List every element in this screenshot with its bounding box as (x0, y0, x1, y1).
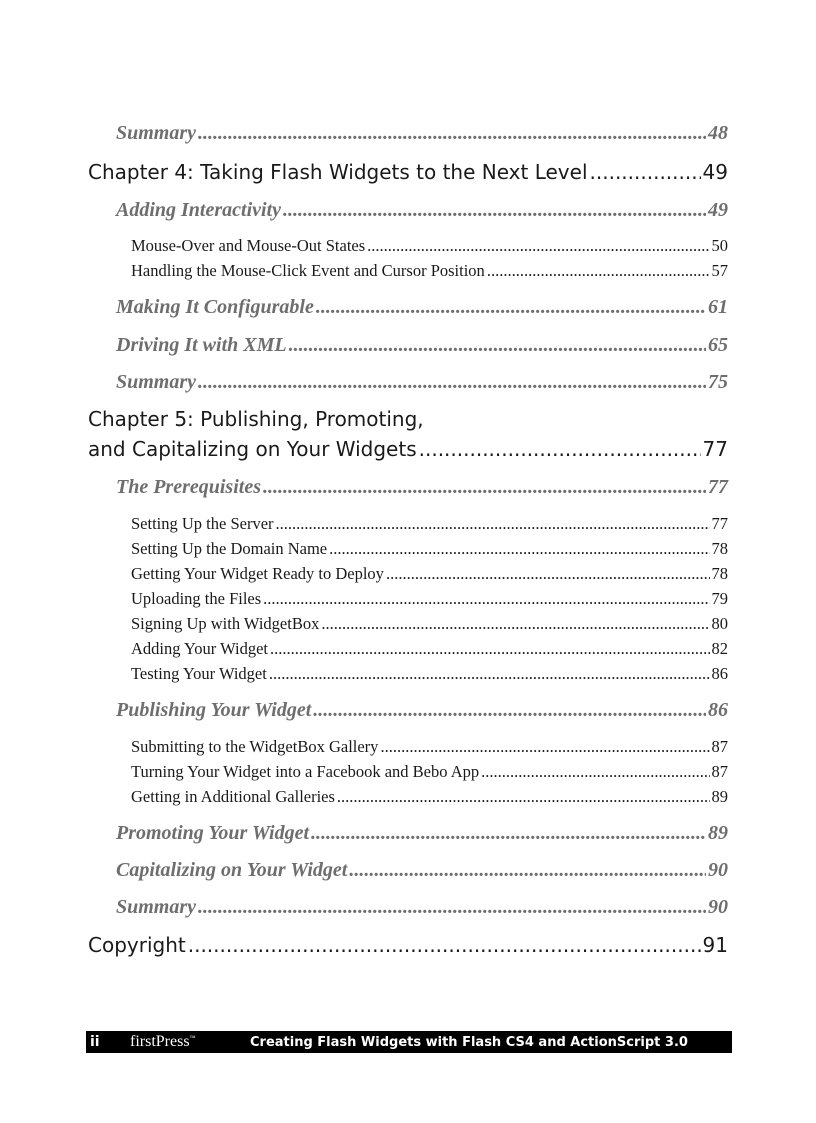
toc-entry-page: 61 (708, 296, 728, 318)
dot-leader (198, 896, 706, 919)
dot-leader (283, 199, 706, 222)
toc-entry-page: 78 (711, 564, 728, 583)
toc-entry[interactable] (131, 514, 728, 534)
toc-entry-title: Chapter 4: Taking Flash Widgets to the Next Level (88, 160, 588, 184)
dot-leader (263, 476, 706, 499)
toc-entry[interactable] (131, 236, 728, 256)
toc-entry-title: Summary (116, 896, 197, 918)
dot-leader (313, 699, 706, 722)
toc-entry-page: 77 (708, 476, 728, 498)
toc-entry[interactable] (116, 371, 728, 394)
dot-leader (386, 564, 710, 584)
toc-entry-title: Signing Up with WidgetBox (131, 614, 320, 633)
toc-entry[interactable] (88, 933, 728, 957)
toc-entry-title: Copyright (88, 933, 186, 957)
toc-entry-page: 77 (711, 514, 728, 533)
toc-entry[interactable] (88, 160, 728, 184)
toc-entry-title: Setting Up the Server (131, 514, 274, 533)
dot-leader (198, 122, 706, 145)
toc-entry-title: Capitalizing on Your Widget (116, 859, 348, 881)
toc-entry-title: Getting Your Widget Ready to Deploy (131, 564, 384, 583)
toc-entry-page: 50 (711, 236, 728, 255)
toc-entry-page: 57 (711, 261, 728, 280)
toc-entry[interactable] (131, 639, 728, 659)
dot-leader (263, 589, 709, 609)
toc-entry-title: Submitting to the WidgetBox Gallery (131, 737, 379, 756)
toc-entry[interactable] (131, 589, 728, 609)
toc-entry-title: Summary (116, 122, 197, 144)
dot-leader (276, 514, 710, 534)
toc-entry-title: Making It Configurable (116, 296, 314, 318)
toc-entry-page: 49 (708, 199, 728, 221)
toc-entry-title: Publishing Your Widget (116, 699, 312, 721)
toc-entry[interactable] (116, 822, 728, 845)
toc-entry[interactable] (116, 122, 728, 145)
toc-entry-title: Adding Your Widget (131, 639, 269, 658)
toc-entry[interactable] (116, 896, 728, 919)
page-footer (86, 1031, 732, 1053)
toc-entry[interactable] (116, 334, 728, 357)
dot-leader (481, 762, 709, 782)
dot-leader (311, 822, 706, 845)
book-title: Creating Flash Widgets with Flash CS4 and ActionScript 3.0 (250, 1034, 688, 1050)
toc-entry-title: Handling the Mouse-Click Event and Cursor Position (131, 261, 485, 280)
toc-entry-title: The Prerequisites (116, 476, 261, 498)
dot-leader (380, 737, 709, 757)
toc-entry[interactable] (116, 476, 728, 499)
toc-entry[interactable] (88, 407, 728, 431)
toc-entry-title: Summary (116, 371, 197, 393)
toc-entry[interactable] (131, 762, 728, 782)
dot-leader (367, 236, 709, 256)
publisher-logo (130, 1033, 250, 1051)
dot-leader (329, 539, 709, 559)
toc-entry-page: 80 (711, 614, 728, 633)
dot-leader (198, 371, 706, 394)
toc-entry-page: 86 (711, 664, 728, 683)
toc-entry-page: 91 (702, 933, 728, 957)
toc-entry-title: Chapter 5: Publishing, Promoting, (88, 407, 424, 431)
page-number: ii (90, 1034, 100, 1050)
toc-entry[interactable] (116, 859, 728, 882)
toc-entry[interactable] (131, 737, 728, 757)
toc-entry-title: Getting in Additional Galleries (131, 787, 335, 806)
toc-entry-title: Uploading the Files (131, 589, 262, 608)
toc-entry[interactable] (131, 564, 728, 584)
toc-entry[interactable] (116, 699, 728, 722)
dot-leader (349, 859, 706, 882)
dot-leader (337, 787, 710, 807)
toc-entry-page: 75 (708, 371, 728, 393)
publisher-name: firstPress (130, 1033, 190, 1050)
toc-entry-page: 77 (702, 437, 728, 461)
dot-leader (289, 334, 706, 357)
toc-entry[interactable] (131, 787, 728, 807)
toc-entry-page: 65 (708, 334, 728, 356)
toc-entry[interactable] (116, 199, 728, 222)
toc-entry-title: Testing Your Widget (131, 664, 267, 683)
toc-entry-title: and Capitalizing on Your Widgets (88, 437, 417, 461)
toc-entry-title: Adding Interactivity (116, 199, 281, 221)
toc-entry-title: Setting Up the Domain Name (131, 539, 328, 558)
toc-entry[interactable] (116, 296, 728, 319)
toc-entry-page: 78 (711, 539, 728, 558)
toc-entry-page: 87 (711, 737, 728, 756)
toc-entry-page: 89 (708, 822, 728, 844)
toc-entry-title: Promoting Your Widget (116, 822, 310, 844)
toc-entry-page: 79 (711, 589, 728, 608)
toc-entry[interactable] (131, 664, 728, 684)
toc-entry-title: Turning Your Widget into a Facebook and Bebo App (131, 762, 480, 781)
dot-leader (590, 160, 701, 184)
dot-leader (321, 614, 709, 634)
dot-leader (419, 437, 701, 461)
dot-leader (487, 261, 710, 281)
toc-entry-page: 48 (708, 122, 728, 144)
toc-entry[interactable] (131, 614, 728, 634)
dot-leader (270, 639, 709, 659)
toc-entry-page: 82 (711, 639, 728, 658)
toc-entry-page: 87 (711, 762, 728, 781)
toc-entry-page: 86 (708, 699, 728, 721)
dot-leader (316, 296, 706, 319)
dot-leader (269, 664, 710, 684)
toc-entry[interactable] (88, 437, 728, 461)
toc-entry-page: 90 (708, 859, 728, 881)
toc-entry[interactable] (131, 539, 728, 559)
toc-entry-title: Mouse-Over and Mouse-Out States (131, 236, 366, 255)
toc-entry-page: 49 (702, 160, 728, 184)
toc-entry-page: 89 (711, 787, 728, 806)
toc-entry-title: Driving It with XML (116, 334, 287, 356)
toc-entry[interactable] (131, 261, 728, 281)
dot-leader (188, 933, 701, 957)
toc-entry-page: 90 (708, 896, 728, 918)
trademark-mark: ™ (189, 1035, 196, 1042)
